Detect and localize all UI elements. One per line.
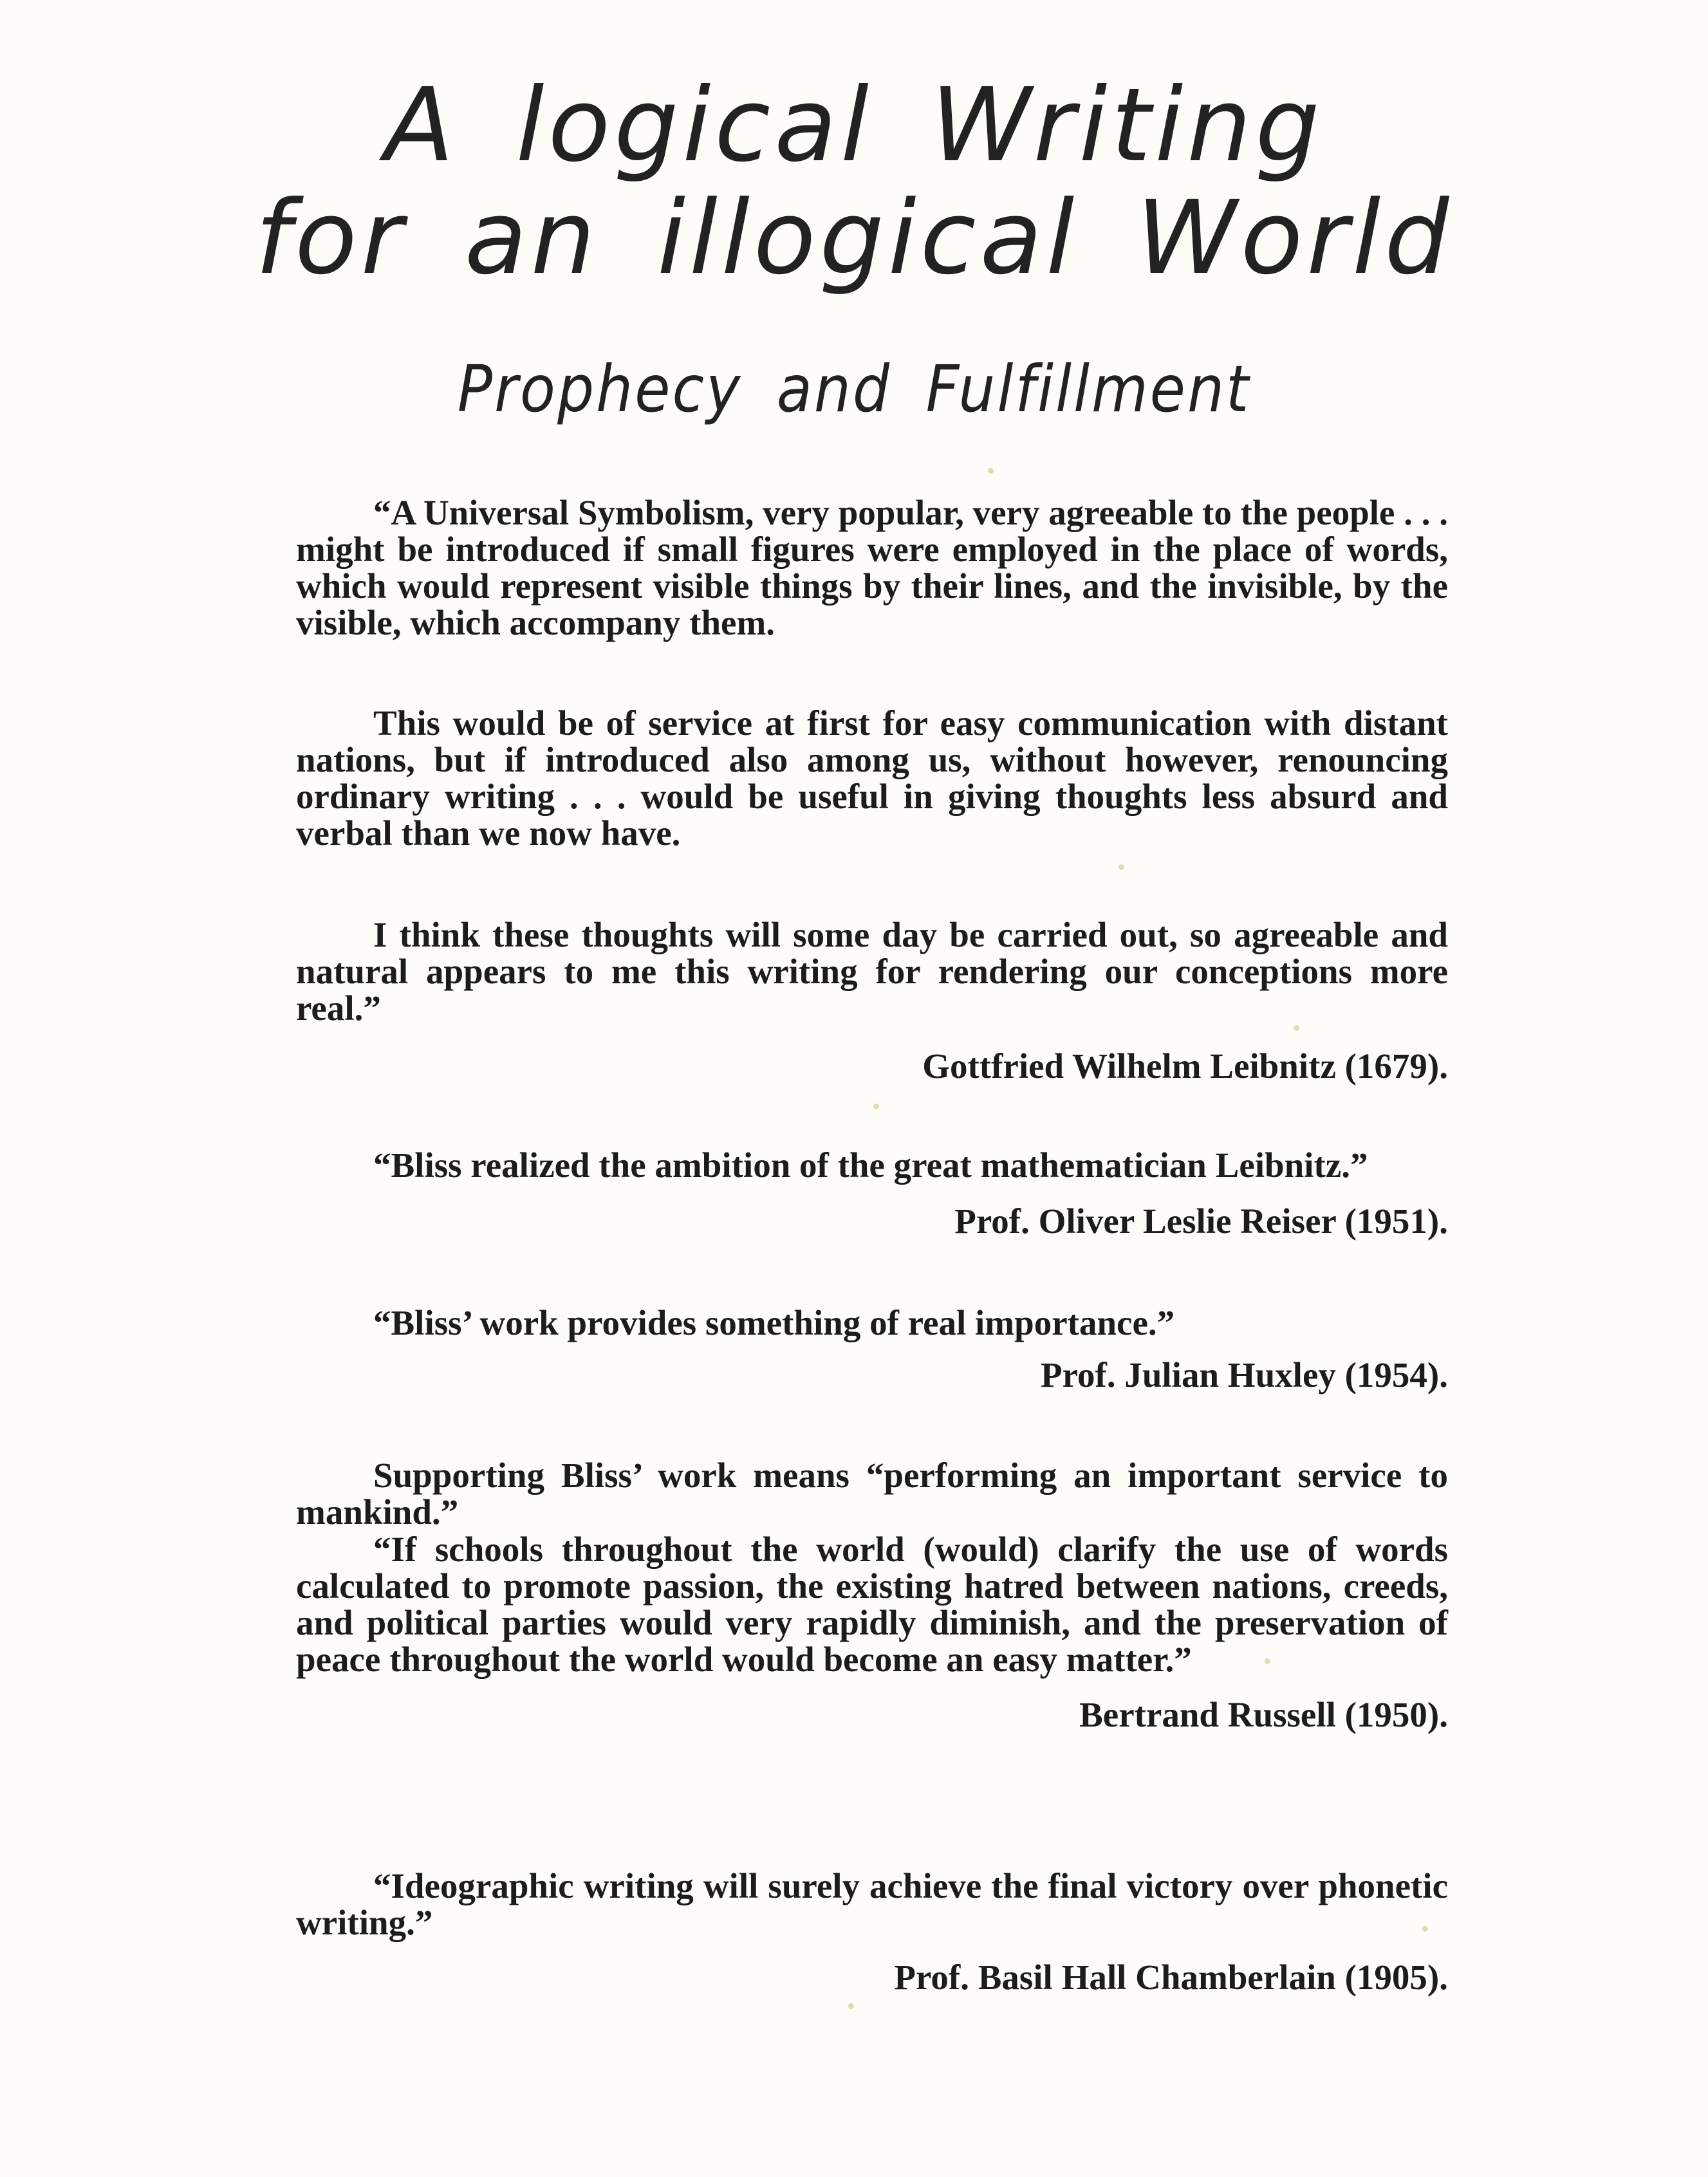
paper-speck (873, 1104, 879, 1109)
attribution-reiser: Prof. Oliver Leslie Reiser (1951). (954, 1201, 1448, 1241)
quote-russell-paragraph-2: “If schools throughout the world (would) clarify the use of words calculated to promote passion, the existing hatred between nations, creeds, and political parties would very rapidly diminish, and the preservation of peace throughout the world would become an easy matter.” (296, 1530, 1448, 1679)
attribution-chamberlain: Prof. Basil Hall Chamberlain (1905). (894, 1958, 1448, 1997)
title-line-1: A logical Writing (384, 66, 1324, 185)
quote-russell-paragraph-1: Supporting Bliss’ work means “performing an important service to mankind.” (296, 1456, 1448, 1532)
paper-speck (1294, 1025, 1299, 1031)
paper-speck (1265, 1658, 1270, 1664)
paper-speck (988, 468, 994, 474)
quote-leibniz-paragraph-1: “A Universal Symbolism, very popular, very agreeable to the people . . . might be introduced if small figures were employed in the place of words, which would represent visible things by their lines, and the invisible, by the visible, which accompany them. (296, 493, 1448, 642)
attribution-leibniz: Gottfried Wilhelm Leibnitz (1679). (922, 1046, 1448, 1086)
paper-speck (848, 2003, 854, 2009)
title-line-2: for an illogical World (255, 179, 1453, 297)
quote-leibniz-paragraph-2: This would be of service at first for easy communication with distant nations, but if introduced also among us, without however, renouncing ordinary writing . . . would be useful in giving thoughts less absurd and verbal than we now have. (296, 703, 1448, 853)
attribution-huxley: Prof. Julian Huxley (1954). (1040, 1355, 1448, 1394)
paper-speck (1119, 864, 1124, 870)
quote-chamberlain: “Ideographic writing will surely achieve the final victory over phonetic writing.” (296, 1866, 1448, 1942)
quote-leibniz-paragraph-3: I think these thoughts will some day be carried out, so agreeable and natural appears to me this writing for rendering our conceptions more real.” (296, 915, 1448, 1028)
paper-speck (1422, 1926, 1428, 1932)
quote-huxley: “Bliss’ work provides something of real importance.” (373, 1303, 1175, 1342)
quote-reiser: “Bliss realized the ambition of the great mathematician Leibnitz.” (373, 1145, 1368, 1185)
attribution-russell: Bertrand Russell (1950). (1079, 1695, 1448, 1734)
subtitle: Prophecy and Fulfillment (457, 351, 1251, 427)
